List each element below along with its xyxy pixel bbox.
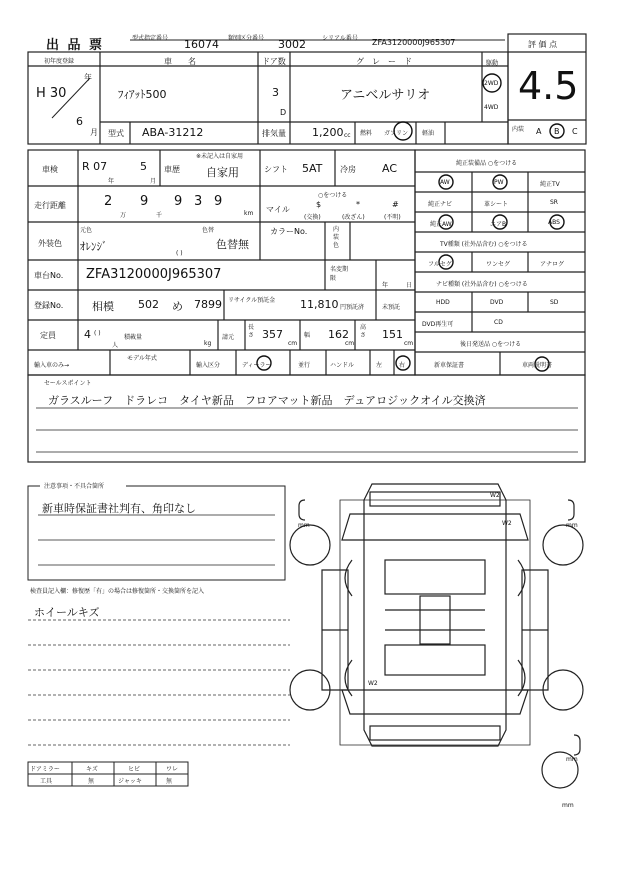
first-reg-month: 6 bbox=[76, 115, 83, 128]
mileage-digit-1: 2 bbox=[104, 194, 113, 209]
serial: ZFA3120000J965307 bbox=[372, 38, 456, 47]
shaken-year: R 07 bbox=[82, 160, 108, 173]
eq-sr: SR bbox=[550, 199, 558, 206]
month-suffix: 月 bbox=[90, 128, 98, 137]
handle-left: 左 bbox=[376, 362, 383, 369]
model-value: ABA-31212 bbox=[142, 126, 204, 139]
car-diagram bbox=[290, 484, 583, 788]
grade-value: アニベルサリオ bbox=[340, 88, 431, 103]
bt-cell-3: 無 bbox=[166, 778, 173, 785]
mileage-sen: 千 bbox=[156, 212, 163, 219]
reg-area: 相模 bbox=[92, 300, 114, 313]
mile-label: マイル bbox=[266, 205, 290, 214]
shaken-month: 5 bbox=[140, 160, 147, 173]
inspector-label: 検査員記入欄：修復歴「有」の場合は修復箇所・交換箇所を記入 bbox=[30, 588, 205, 595]
later-warranty: 新車保証書 bbox=[434, 362, 465, 369]
eq-airbag: エアB bbox=[490, 221, 507, 228]
fuel-diesel: 軽油 bbox=[422, 130, 435, 137]
color-no-label: カラーNo. bbox=[270, 227, 308, 236]
bt-header-3: ワレ bbox=[166, 766, 179, 773]
width-value: 162 bbox=[328, 328, 349, 341]
form-title: 出 品 票 bbox=[46, 38, 105, 53]
mm-unit-1: mm bbox=[298, 522, 310, 529]
import-type-label: 輸入区分 bbox=[196, 362, 221, 369]
import-parallel: 並行 bbox=[298, 362, 311, 369]
serial-label: シリアル番号 bbox=[322, 35, 358, 42]
fuel-label: 燃料 bbox=[360, 130, 373, 137]
reg-label: 登録No. bbox=[34, 301, 64, 310]
original-color: ｵﾚﾝｼﾞ bbox=[80, 240, 108, 253]
handle-right: 右 bbox=[399, 362, 406, 369]
width-cm: cm bbox=[345, 340, 355, 347]
later-label: 後日発送品 ○をつける bbox=[460, 341, 522, 348]
later-manual: 車両説明書 bbox=[522, 362, 553, 369]
eq-genuine-nav: 純正ナビ bbox=[428, 201, 453, 208]
recycle-suffix: 円預託済 bbox=[340, 304, 365, 311]
car-name-label: 車 名 bbox=[164, 57, 196, 66]
outer-color-label: 外装色 bbox=[38, 239, 62, 248]
width-label: 幅 bbox=[304, 332, 311, 339]
original-color-label: 元色 bbox=[80, 227, 93, 234]
history-value: 自家用 bbox=[206, 166, 239, 179]
eq-genuine-tv: 純正TV bbox=[540, 181, 560, 188]
length-cm: cm bbox=[288, 340, 298, 347]
mm-unit-4: mm bbox=[562, 802, 574, 809]
model-no: 16074 bbox=[184, 38, 219, 51]
cc-unit: cc bbox=[344, 132, 351, 139]
mm-unit-3: mm bbox=[566, 756, 578, 763]
shift-label: シフト bbox=[264, 165, 288, 174]
doors-value: 3 bbox=[272, 86, 279, 99]
import-label: 輸入車のみ→ bbox=[34, 362, 70, 369]
caution-label: 注意事項・不具合箇所 bbox=[44, 483, 105, 490]
mileage-man: 万 bbox=[120, 212, 127, 219]
not-deposited: 未預託 bbox=[382, 304, 401, 311]
eq-aw: AW bbox=[440, 179, 450, 186]
load-label: 積載量 bbox=[124, 334, 143, 341]
capacity-value: 4 bbox=[84, 328, 91, 341]
name-change-year: 年 bbox=[382, 282, 389, 289]
rating-value: 4.5 bbox=[518, 64, 579, 108]
nav-dvd: DVD bbox=[490, 299, 504, 306]
bt-header-1: キズ bbox=[86, 766, 98, 773]
bt-cell-1: 無 bbox=[88, 778, 95, 785]
current-color: 色替無 bbox=[216, 238, 249, 251]
mm-unit-2: mm bbox=[566, 522, 578, 529]
bt-cell-2: ジャッキ bbox=[118, 778, 142, 785]
chassis-value: ZFA3120000J965307 bbox=[86, 267, 222, 282]
nav-dvd-play: DVD再生可 bbox=[422, 321, 454, 328]
displacement-value: 1,200 bbox=[312, 126, 344, 139]
length-label: 長さ bbox=[248, 324, 255, 339]
color-paren: ( ) bbox=[176, 250, 183, 257]
interior-b: B bbox=[554, 127, 560, 136]
eq-genuine-aw: 純正AW bbox=[430, 221, 452, 228]
height-cm: cm bbox=[404, 340, 414, 347]
inner-color-label: 内装色 bbox=[333, 226, 340, 249]
class-no: 3002 bbox=[278, 38, 306, 51]
name-change-label: 名変期限 bbox=[330, 266, 349, 282]
eq-abs: ABS bbox=[548, 219, 560, 226]
recycle-label: リサイクル預託金 bbox=[228, 297, 276, 304]
displacement-label: 排気量 bbox=[262, 129, 286, 138]
history-label: 車歴 bbox=[164, 165, 180, 174]
km-unit: km bbox=[244, 210, 254, 217]
ac-label: 冷房 bbox=[340, 165, 356, 174]
height-value: 151 bbox=[382, 328, 403, 341]
current-color-label: 色替 bbox=[202, 227, 215, 234]
reg-kana: め bbox=[172, 300, 183, 313]
mileage-digit-3: 9 bbox=[174, 194, 183, 209]
import-dealer: ディーラー bbox=[242, 362, 272, 369]
mileage-digit-5: 9 bbox=[214, 194, 223, 209]
capacity-paren: ( ) bbox=[94, 330, 101, 337]
reg-class: 502 bbox=[138, 298, 159, 311]
nav-sd: SD bbox=[550, 299, 559, 306]
nav-hdd: HDD bbox=[436, 299, 450, 306]
bt-header-2: ヒビ bbox=[128, 766, 141, 773]
year-suffix: 年 bbox=[84, 73, 92, 82]
doors-label: ドア数 bbox=[262, 57, 286, 66]
eq-pw: PW bbox=[494, 179, 504, 186]
dims-label: 請元 bbox=[222, 334, 235, 341]
tv-analog: アナログ bbox=[540, 261, 565, 268]
class-no-label: 類別区分番号 bbox=[228, 35, 265, 42]
diagram-w2-right: W2 bbox=[502, 520, 512, 527]
tv-oneseg: ワンセグ bbox=[486, 261, 511, 268]
exchange-label: (交換) bbox=[304, 214, 321, 221]
diagram-w2-left: W2 bbox=[368, 680, 378, 687]
genuine-label: 純正装備品 ○をつける bbox=[456, 160, 518, 167]
mileage-digit-2: 9 bbox=[140, 194, 149, 209]
chassis-label: 車台No. bbox=[34, 271, 64, 280]
door-type: D bbox=[280, 108, 287, 117]
ac-value: AC bbox=[382, 162, 398, 175]
shaken-year-suffix: 年 bbox=[108, 178, 115, 185]
caution-text: 新車時保証書社判有、角印なし bbox=[42, 502, 196, 515]
bt-header-0: ドアミラー bbox=[30, 766, 60, 773]
tv-fullseg: フルセグ bbox=[428, 261, 452, 268]
drive-2wd: 2WD bbox=[484, 80, 499, 87]
interior-c: C bbox=[572, 127, 578, 136]
diagram-w2-top: W2 bbox=[490, 492, 500, 499]
height-label: 高さ bbox=[360, 324, 367, 339]
fuel-gasoline: ガソリン bbox=[384, 130, 409, 137]
first-reg-era: H 30 bbox=[36, 86, 67, 101]
circle-note: ○をつける bbox=[318, 192, 348, 199]
shift-value: 5AT bbox=[302, 162, 323, 175]
first-reg-label: 初年度登録 bbox=[44, 58, 75, 65]
reg-number: 7899 bbox=[194, 298, 222, 311]
grade-label: グ レ ー ド bbox=[356, 57, 412, 66]
unknown-sym: # bbox=[392, 200, 399, 209]
tv-type-label: TV種類 (社外品含む) ○をつける bbox=[440, 241, 528, 248]
model-label: 型式 bbox=[108, 129, 124, 138]
load-kg: kg bbox=[204, 340, 212, 347]
interior-label: 内装 bbox=[512, 126, 525, 133]
modified-label: (改ざん) bbox=[342, 214, 365, 221]
mileage-label: 走行距離 bbox=[34, 201, 66, 210]
drive-4wd: 4WD bbox=[484, 104, 499, 111]
sales-text: ガラスルーフ ドラレコ タイヤ新品 フロアマット新品 デュアロジックオイル交換済 bbox=[48, 394, 486, 407]
nav-cd: CD bbox=[494, 319, 503, 326]
capacity-label: 定員 bbox=[40, 331, 56, 340]
model-year-label: モデル年式 bbox=[127, 355, 157, 362]
nav-type-label: ナビ種類 (社外品含む) ○をつける bbox=[436, 281, 528, 288]
eq-leather: 革シート bbox=[484, 201, 509, 208]
history-note: ※未記入は自家用 bbox=[196, 153, 244, 160]
interior-a: A bbox=[536, 127, 542, 136]
sales-label: セールスポイント bbox=[44, 380, 92, 387]
drive-label: 駆動 bbox=[486, 60, 499, 67]
name-change-day: 日 bbox=[406, 282, 413, 289]
car-name: ﾌｨｱｯﾄ500 bbox=[118, 88, 167, 101]
unknown-label: (不明) bbox=[384, 214, 401, 221]
shaken-month-suffix: 月 bbox=[150, 178, 157, 185]
capacity-unit: 人 bbox=[112, 342, 119, 349]
modified-sym: * bbox=[356, 200, 360, 209]
shaken-label: 車検 bbox=[42, 165, 58, 174]
inspector-text: ホイールキズ bbox=[34, 606, 100, 619]
bt-cell-0: 工具 bbox=[40, 778, 53, 785]
length-value: 357 bbox=[262, 328, 283, 341]
recycle-value: 11,810 bbox=[300, 298, 339, 311]
model-no-label: 型式指定番号 bbox=[132, 35, 169, 42]
rating-label: 評 価 点 bbox=[528, 40, 558, 49]
exchange-sym: $ bbox=[316, 200, 322, 209]
mileage-digit-4: 3 bbox=[194, 194, 203, 209]
handle-label: ハンドル bbox=[330, 362, 355, 369]
